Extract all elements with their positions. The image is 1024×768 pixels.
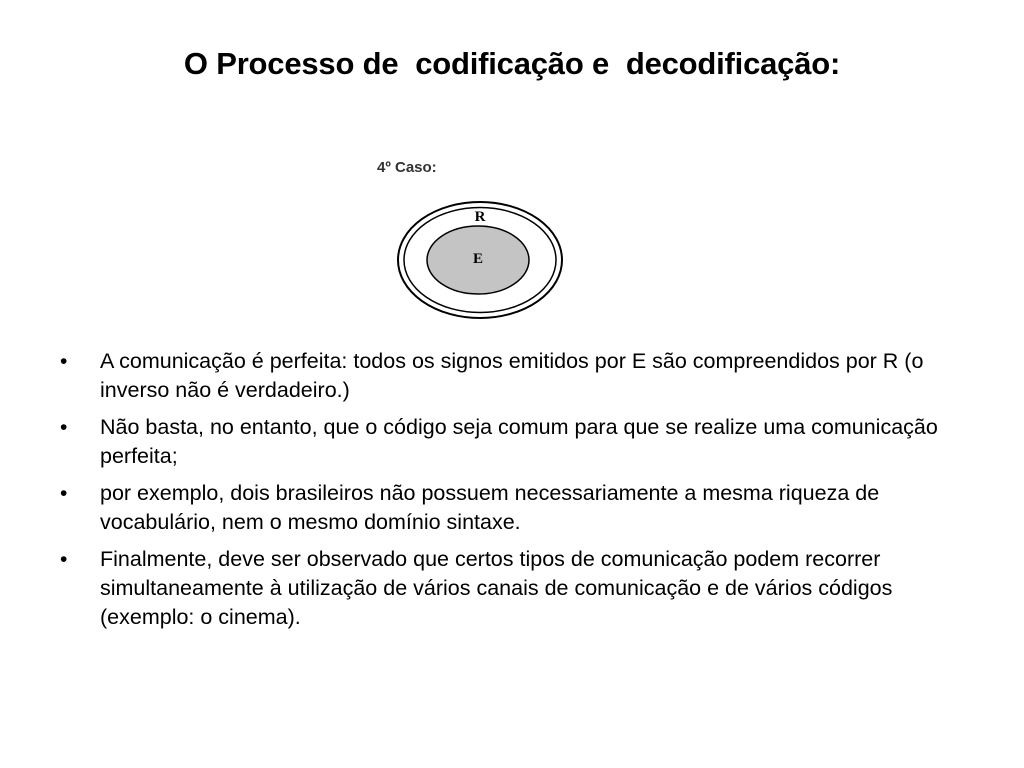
bullet-dot: •: [60, 482, 68, 505]
bullet-text: Finalmente, deve ser observado que certos tipos de comunicação podem recorrer simultaneamente à utilização de vários canais de comunicação e de vários códigos (exemplo: o cinema).: [100, 547, 893, 629]
concentric-circles-diagram: [372, 150, 587, 320]
bullet-text: por exemplo, dois brasileiros não possuem necessariamente a mesma riqueza de vocabulário, nem o mesmo domínio sintaxe.: [100, 481, 880, 534]
bullet-list: [60, 347, 960, 640]
slide-title: O Processo de codificação e decodificação:: [183, 46, 841, 81]
inner-label-e: E: [472, 251, 484, 267]
bullet-dot: •: [60, 350, 68, 373]
bullet-item: [60, 479, 960, 537]
bullet-text: A comunicação é perfeita: todos os signos emitidos por E são compreendidos por R (o inverso não é verdadeiro.): [100, 349, 924, 402]
outer-label-r: R: [474, 209, 486, 225]
bullet-dot: •: [60, 416, 68, 439]
bullet-text: Não basta, no entanto, que o código seja comum para que se realize uma comunicação perfeita;: [100, 415, 938, 468]
case-diagram: [372, 150, 587, 320]
bullet-item: [60, 545, 960, 632]
bullet-item: [60, 347, 960, 405]
diagram-caption: 4º Caso:: [377, 159, 437, 176]
bullet-dot: •: [60, 548, 68, 571]
bullet-item: [60, 413, 960, 471]
